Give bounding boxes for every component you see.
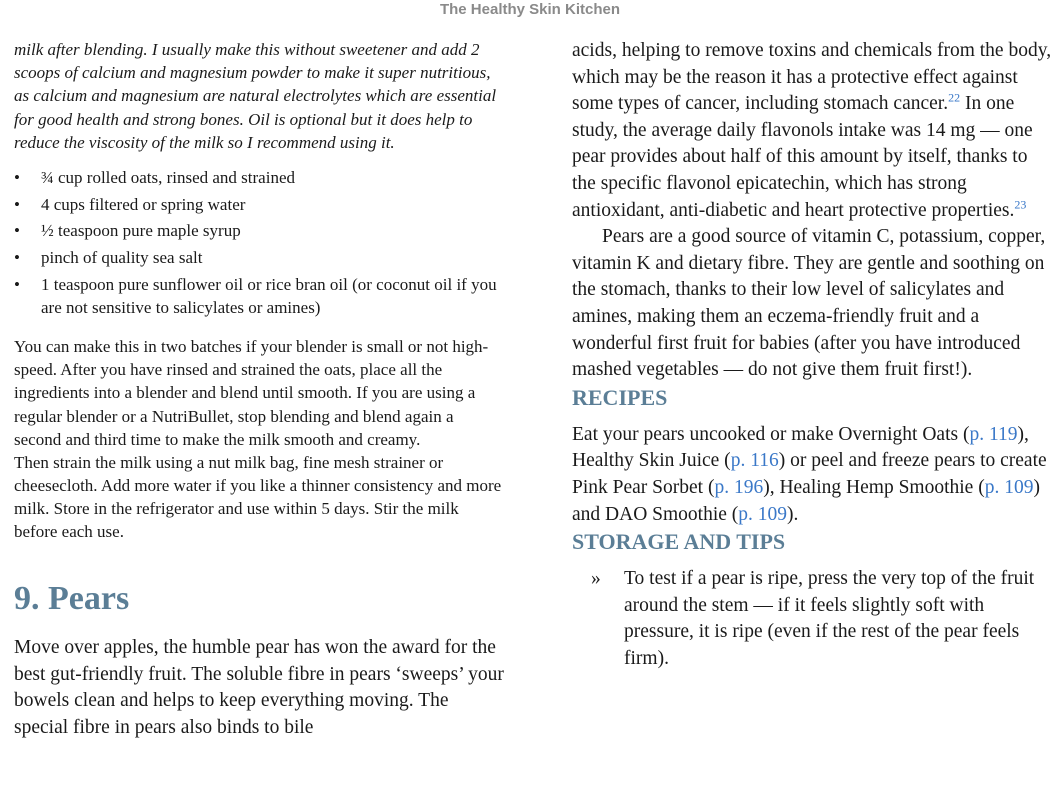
tips-list [572, 566, 1056, 672]
page-link-196[interactable]: p. 196 [714, 476, 764, 498]
recipes-paragraph: Eat your pears uncooked or make Overnight Oats (p. 119), Healthy Skin Juice (p. 116) or peel and freeze pears to create Pink Pear Sorbet (p. 196), Healing Hemp Smoothie (p. 109) and DAO Smoothie (p. 109). [572, 423, 1047, 525]
list-item: • ¾ cup rolled oats, rinsed and strained [14, 166, 504, 189]
recipe-intro: milk after blending. I usually make this without sweetener and add 2 scoops of calcium and magnesium powder to make it super nutritious, as calcium and magnesium are natural electrolytes which are essential for good health and strong bones. Oil is optional but it does help to reduce the viscosity of the milk so I recommend using it. [14, 40, 497, 152]
method-paragraph: You can make this in two batches if your blender is small or not high-speed. After you have rinsed and strained the oats, place all the ingredients into a blender and blend until smooth. If you are using a regular blender or a NutriBullet, stop blending and blend again a second and third time to make the milk smooth and creamy. [14, 337, 489, 449]
footnote-ref-22[interactable]: 22 [948, 90, 961, 105]
recipes-heading: RECIPES [572, 384, 668, 410]
page-link-109-dao[interactable]: p. 109 [738, 503, 788, 525]
footnote-ref-23[interactable]: 23 [1014, 197, 1027, 212]
page-link-116[interactable]: p. 116 [730, 450, 779, 472]
bullet-icon: • [14, 248, 20, 268]
pears-intro-paragraph: Move over apples, the humble pear has won the award for the best gut-friendly fruit. The soluble fibre in pears ‘sweeps’ your bowels clean and helps to keep everything moving. The special fibre in pears also binds to bile [14, 637, 504, 738]
ingredients-list [14, 166, 504, 319]
list-item: • ½ teaspoon pure maple syrup [14, 219, 504, 242]
method-text [14, 335, 504, 543]
book-title: The Healthy Skin Kitchen [439, 1, 621, 18]
bullet-icon: • [14, 221, 20, 241]
page-link-119[interactable]: p. 119 [969, 423, 1018, 445]
bullet-icon: • [14, 168, 20, 188]
list-item: • 1 teaspoon pure sunflower oil or rice bran oil (or coconut oil if you are not sensitive to salicylates or amines) [14, 274, 497, 318]
list-item: » To test if a pear is ripe, press the very top of the fruit around the stem — if it feels slightly soft with pressure, it is ripe (even if the rest of the pear feels firm). [591, 568, 1035, 669]
right-column [572, 38, 1056, 672]
list-item: • 4 cups filtered or spring water [14, 193, 504, 216]
bullet-icon: • [14, 274, 20, 294]
method-paragraph: Then strain the milk using a nut milk bag, fine mesh strainer or cheesecloth. Add more water if you like a thinner consistency and more milk. Store in the refrigerator and use within 5 days. Stir the milk before each use. [14, 452, 502, 541]
bullet-icon: • [14, 194, 20, 214]
list-item: • pinch of quality sea salt [14, 246, 504, 269]
chevron-right-icon: » [591, 568, 601, 590]
pears-nutrition-paragraph: Pears are a good source of vitamin C, potassium, copper, vitamin K and dietary fibre. They are gentle and soothing on the stomach, thanks to their low level of salicylates and amines, making them an eczema-friendly fruit and a wonderful first fruit for babies (after you have introduced mashed vegetables — do not give them fruit first!). [572, 226, 1046, 381]
pears-body-paragraph: acids, helping to remove toxins and chemicals from the body, which may be the reason it has a protective effect against some types of cancer, including stomach cancer.$^{22}$ In one study, the average daily flavonols intake was 14 mg — one pear provides about half of this amount by itself, thanks to the specific flavonol epicatechin, which has strong antioxidant, anti-diabetic and heart protective properties.$^{23}$ [572, 40, 1052, 221]
section-heading-pears: 9. Pears [14, 580, 130, 618]
storage-heading: STORAGE AND TIPS [572, 529, 786, 555]
page-link-109[interactable]: p. 109 [984, 476, 1034, 498]
left-column [14, 38, 504, 741]
